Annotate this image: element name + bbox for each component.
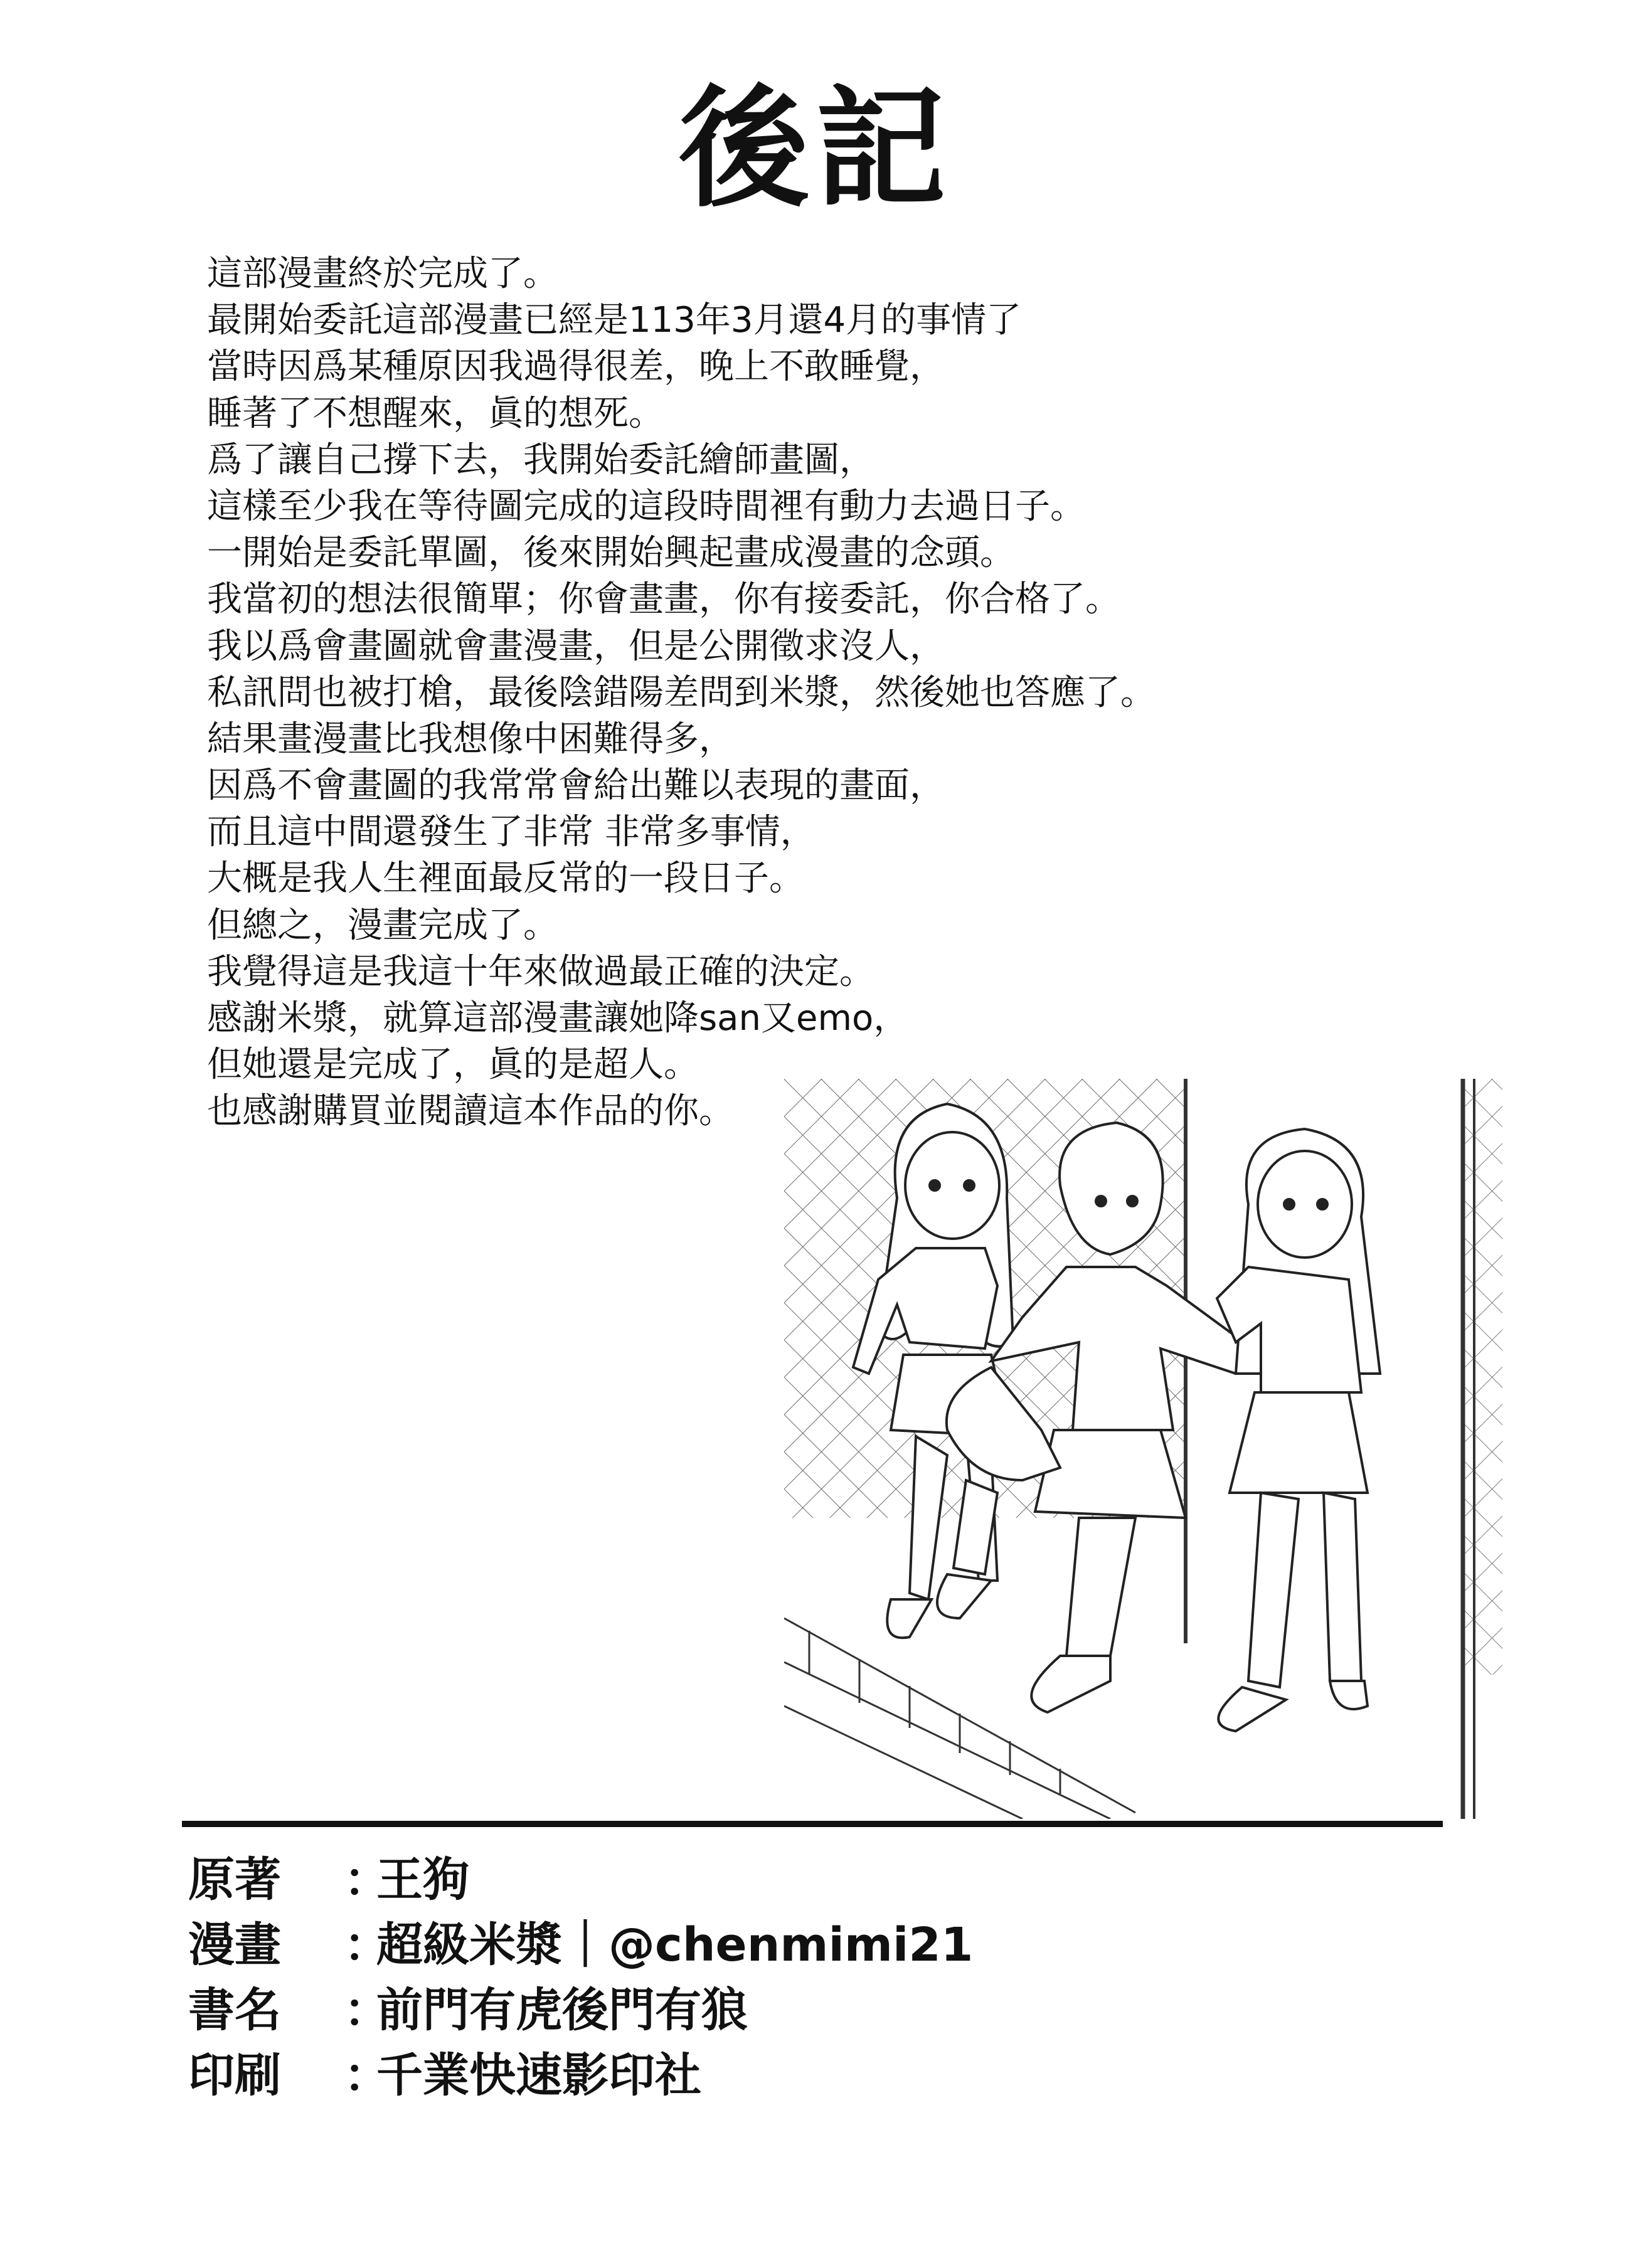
credit-row-original-author (188, 1847, 1443, 1912)
credits-block (188, 1847, 1443, 2108)
credit-value: 前門有虎後門有狼 (376, 1983, 748, 2037)
girl-right (1217, 1129, 1380, 1731)
text-line: 我覺得這是我這十年來做過最正確的決定。 (207, 951, 874, 992)
credit-label: 印刷 (188, 2048, 281, 2102)
credit-row-manga-artist (188, 1912, 1443, 1978)
illustration-three-girls (784, 1079, 1506, 1819)
text-line: 但總之，漫畫完成了。 (207, 904, 558, 946)
credit-colon: ： (344, 1983, 390, 2037)
text-line: 我當初的想法很簡單；你會畫畫，你有接委託，你合格了。 (207, 579, 1120, 620)
text-line: 一開始是委託單圖，後來開始興起畫成漫畫的念頭。 (207, 533, 1015, 574)
credit-colon: ： (344, 1853, 390, 1907)
text-line: 睡著了不想醒來，眞的想死。 (207, 393, 664, 434)
text-line: 私訊問也被打槍，最後陰錯陽差問到米漿，然後她也答應了。 (207, 672, 1156, 713)
text-line: 我以爲會畫圖就會畫漫畫，但是公開徵求沒人， (207, 625, 945, 667)
credit-value: 超級米漿｜@chenmimi21 (376, 1918, 974, 1972)
credit-row-printer (188, 2043, 1443, 2108)
credit-colon: ： (344, 2048, 390, 2102)
text-line: 感謝米漿，就算這部漫畫讓她降san又emo， (207, 998, 909, 1039)
credit-row-book-title (188, 1978, 1443, 2043)
text-line: 而且這中間還發生了非常 非常多事情， (207, 812, 816, 853)
credit-label: 原著 (188, 1853, 281, 1907)
text-line: 這部漫畫終於完成了。 (207, 253, 558, 294)
text-line: 當時因爲某種原因我過得很差，晚上不敢睡覺， (207, 346, 945, 388)
text-line: 爲了讓自己撐下去，我開始委託繪師畫圖， (207, 439, 874, 480)
text-line: 也感謝購買並閱讀這本作品的你。 (207, 1091, 734, 1132)
afterword-text (207, 251, 1336, 1135)
credit-value: 王狗 (376, 1853, 469, 1907)
section-divider (182, 1821, 1443, 1827)
text-line: 但她還是完成了，眞的是超人。 (207, 1044, 699, 1086)
text-line: 這樣至少我在等待圖完成的這段時間裡有動力去過日子。 (207, 485, 1085, 527)
credit-label: 書名 (188, 1983, 281, 2037)
text-line: 結果畫漫畫比我想像中困難得多， (207, 718, 734, 760)
credit-value: 千業快速影印社 (376, 2048, 701, 2102)
credit-label: 漫畫 (188, 1918, 281, 1972)
page-title: 後記 (679, 73, 952, 225)
text-line: 因爲不會畫圖的我常常會給出難以表現的畫面， (207, 765, 945, 807)
text-line: 大概是我人生裡面最反常的一段日子。 (207, 858, 804, 899)
credit-colon: ： (344, 1918, 390, 1972)
text-line: 最開始委託這部漫畫已經是113年3月還4月的事情了 (207, 300, 1022, 341)
